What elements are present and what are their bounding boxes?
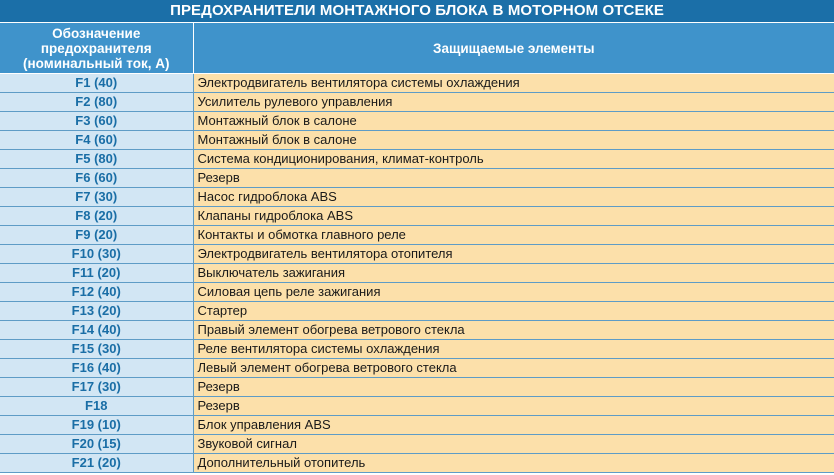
table-row	[0, 112, 834, 131]
fuse-cell: F7 (30)	[0, 188, 193, 207]
table-title: ПРЕДОХРАНИТЕЛИ МОНТАЖНОГО БЛОКА В МОТОРНОМ ОТСЕКЕ	[0, 0, 834, 23]
desc-cell: Монтажный блок в салоне	[193, 131, 834, 150]
desc-cell: Левый элемент обогрева ветрового стекла	[193, 359, 834, 378]
fuse-cell: F11 (20)	[0, 264, 193, 283]
table-row	[0, 131, 834, 150]
table-row	[0, 74, 834, 93]
fuse-cell: F15 (30)	[0, 340, 193, 359]
table-row	[0, 245, 834, 264]
header-fuse-line-2: предохранителя	[40, 40, 152, 56]
desc-cell: Выключатель зажигания	[193, 264, 834, 283]
header-protected-elements: Защищаемые элементы	[193, 23, 834, 74]
fuse-cell: F8 (20)	[0, 207, 193, 226]
fuse-cell: F19 (10)	[0, 416, 193, 435]
header-fuse-line-3: (номинальный ток, А)	[23, 55, 170, 71]
desc-cell: Контакты и обмотка главного реле	[193, 226, 834, 245]
desc-cell: Электродвигатель вентилятора отопителя	[193, 245, 834, 264]
desc-cell: Насос гидроблока ABS	[193, 188, 834, 207]
fuse-cell: F4 (60)	[0, 131, 193, 150]
fuse-cell: F3 (60)	[0, 112, 193, 131]
fuse-cell: F21 (20)	[0, 454, 193, 473]
table-row	[0, 397, 834, 416]
header-fuse-designation	[0, 23, 193, 74]
fuse-cell: F2 (80)	[0, 93, 193, 112]
fuse-cell: F16 (40)	[0, 359, 193, 378]
desc-cell: Дополнительный отопитель	[193, 454, 834, 473]
desc-cell: Электродвигатель вентилятора системы охлаждения	[193, 74, 834, 93]
desc-cell: Усилитель рулевого управления	[193, 93, 834, 112]
fuse-table	[0, 23, 834, 473]
desc-cell: Правый элемент обогрева ветрового стекла	[193, 321, 834, 340]
fuse-cell: F9 (20)	[0, 226, 193, 245]
table-row	[0, 416, 834, 435]
table-row	[0, 93, 834, 112]
table-row	[0, 226, 834, 245]
fuse-cell: F10 (30)	[0, 245, 193, 264]
fuse-cell: F18	[0, 397, 193, 416]
table-row	[0, 321, 834, 340]
table-row	[0, 378, 834, 397]
desc-cell: Стартер	[193, 302, 834, 321]
fuse-cell: F1 (40)	[0, 74, 193, 93]
table-row	[0, 283, 834, 302]
fuse-cell: F14 (40)	[0, 321, 193, 340]
table-row	[0, 359, 834, 378]
table-row	[0, 340, 834, 359]
fuse-cell: F12 (40)	[0, 283, 193, 302]
desc-cell: Система кондиционирования, климат-контроль	[193, 150, 834, 169]
desc-cell: Резерв	[193, 378, 834, 397]
desc-cell: Звуковой сигнал	[193, 435, 834, 454]
fuse-cell: F13 (20)	[0, 302, 193, 321]
desc-cell: Резерв	[193, 397, 834, 416]
desc-cell: Реле вентилятора системы охлаждения	[193, 340, 834, 359]
table-row	[0, 188, 834, 207]
fuse-cell: F17 (30)	[0, 378, 193, 397]
table-row	[0, 302, 834, 321]
desc-cell: Резерв	[193, 169, 834, 188]
header-row	[0, 23, 834, 74]
desc-cell: Монтажный блок в салоне	[193, 112, 834, 131]
header-fuse-line-1: Обозначение	[52, 25, 141, 41]
table-row	[0, 150, 834, 169]
desc-cell: Силовая цепь реле зажигания	[193, 283, 834, 302]
table-row	[0, 207, 834, 226]
table-row	[0, 264, 834, 283]
fuse-cell: F20 (15)	[0, 435, 193, 454]
table-row	[0, 169, 834, 188]
desc-cell: Блок управления ABS	[193, 416, 834, 435]
fuse-cell: F6 (60)	[0, 169, 193, 188]
table-row	[0, 454, 834, 473]
table-row	[0, 435, 834, 454]
desc-cell: Клапаны гидроблока ABS	[193, 207, 834, 226]
fuse-cell: F5 (80)	[0, 150, 193, 169]
